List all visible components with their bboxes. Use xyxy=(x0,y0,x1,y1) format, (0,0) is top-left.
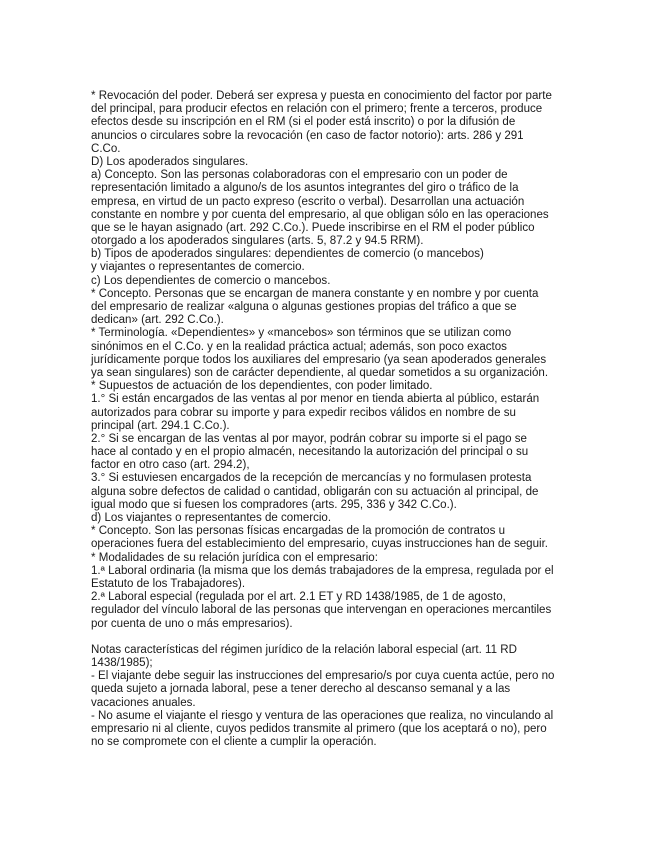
text-line: autorizados para cobrar su importe y para expedir recibos válidos en nombre de su xyxy=(91,406,516,419)
text-line: regulador del vínculo laboral de las personas que intervengan en operaciones mercantiles xyxy=(91,604,552,617)
text-line: principal (art. 294.1 C.Co.). xyxy=(91,419,230,432)
text-line: 1438/1985); xyxy=(91,657,153,670)
text-line: no se compromete con el cliente a cumplir la operación. xyxy=(91,736,377,749)
text-line: empresa, en virtud de un pacto expreso (escrito o verbal). Desarrollan una actuación xyxy=(91,195,525,208)
text-line: * Revocación del poder. Deberá ser expresa y puesta en conocimiento del factor por parte xyxy=(91,90,552,102)
text-line: hace al contado y en el propio almacén, necesitando la autorización del principal o su xyxy=(91,446,529,459)
text-line: b) Tipos de apoderados singulares: dependientes de comercio (o mancebos) xyxy=(91,248,484,261)
text-line: anuncios o circulares sobre la revocación (en caso de factor notorio): arts. 286 y 291 xyxy=(91,129,524,142)
text-line: 1.° Si están encargados de las ventas al por menor en tienda abierta al público, estarán xyxy=(91,393,540,406)
blank-line xyxy=(91,631,571,644)
text-line: vacaciones anuales. xyxy=(91,696,196,709)
text-line: empresario ni al cliente, cuyos pedidos transmite al primero (que los aceptará o no), pero xyxy=(91,723,547,735)
text-line: - El viajante debe seguir las instrucciones del empresario/s por cuya cuenta actúe, pero no xyxy=(91,670,555,683)
text-line: del empresario de realizar «alguna o algunas gestiones propias del tráfico a que se xyxy=(91,301,517,313)
text-line: D) Los apoderados singulares. xyxy=(91,155,249,168)
text-line: por cuenta de uno o más empresarios). xyxy=(91,617,293,630)
text-line: dedican» (art. 292 C.Co.). xyxy=(91,314,224,327)
text-line: * Terminología. «Dependientes» y «mancebos» son términos que se utilizan como xyxy=(91,327,512,340)
document-page xyxy=(91,90,571,749)
text-line: alguna sobre defectos de calidad o cantidad, obligarán con su actuación al principal, de xyxy=(91,485,539,498)
text-line: queda sujeto a jornada laboral, pese a tener derecho al descanso semanal y a las xyxy=(91,683,511,696)
text-line: factor en otro caso (art. 294.2), xyxy=(91,459,250,472)
text-line: 2.° Si se encargan de las ventas al por mayor, podrán cobrar su importe si el pago se xyxy=(91,432,527,445)
text-line: Notas características del régimen jurídico de la relación laboral especial (art. 11 RD xyxy=(91,643,517,656)
text-line: * Concepto. Son las personas físicas encargadas de la promoción de contratos u xyxy=(91,525,506,538)
text-line: - No asume el viajante el riesgo y ventura de las operaciones que realiza, no vinculando al xyxy=(91,709,554,722)
text-line: ya sean singulares) son de carácter dependiente, al quedar sometidos a su organización. xyxy=(91,366,549,379)
text-line: que se le hayan asignado (art. 292 C.Co.). Puede inscribirse en el RM el poder público xyxy=(91,221,535,234)
text-line: constante en nombre y por cuenta del empresario, al que obligan sólo en las operaciones xyxy=(91,208,549,221)
text-line: a) Concepto. Son las personas colaboradoras con el empresario con un poder de xyxy=(91,169,508,182)
text-line: representación limitado a alguno/s de los asuntos integrantes del giro o tráfico de la xyxy=(91,182,519,195)
text-line: Estatuto de los Trabajadores). xyxy=(91,577,246,590)
text-line: 2.ª Laboral especial (regulada por el art. 2.1 ET y RD 1438/1985, de 1 de agosto, xyxy=(91,591,506,604)
text-line: y viajantes o representantes de comercio. xyxy=(91,261,305,274)
text-line: sinónimos en el C.Co. y en la realidad práctica actual; además, son poco exactos xyxy=(91,340,507,353)
text-line: efectos desde su inscripción en el RM (si el poder está inscrito) o por la difusión de xyxy=(91,116,516,129)
text-line: * Modalidades de su relación jurídica con el empresario: xyxy=(91,551,378,564)
text-line: C.Co. xyxy=(91,142,121,155)
text-line: jurídicamente porque todos los auxiliares del empresario (ya sean apoderados generales xyxy=(91,353,547,366)
text-line: 1.ª Laboral ordinaria (la misma que los demás trabajadores de la empresa, regulada por el xyxy=(91,564,554,577)
text-line: c) Los dependientes de comercio o mancebos. xyxy=(91,274,331,287)
text-line: del principal, para producir efectos en relación con el primero; frente a terceros, produce xyxy=(91,103,543,116)
text-line: operaciones fuera del establecimiento del empresario, cuyas instrucciones han de seguir. xyxy=(91,538,549,551)
text-line: * Supuestos de actuación de los dependientes, con poder limitado. xyxy=(91,380,433,393)
text-line: d) Los viajantes o representantes de comercio. xyxy=(91,512,332,524)
text-line: * Concepto. Personas que se encargan de manera constante y en nombre y por cuenta xyxy=(91,287,539,300)
text-line: otorgado a los apoderados singulares (arts. 5, 87.2 y 94.5 RRM). xyxy=(91,235,424,248)
text-line: 3.° Si estuviesen encargados de la recepción de mercancías y no formulasen protesta xyxy=(91,472,532,485)
text-line: igual modo que si fuesen los compradores (arts. 295, 336 y 342 C.Co.). xyxy=(91,498,457,511)
